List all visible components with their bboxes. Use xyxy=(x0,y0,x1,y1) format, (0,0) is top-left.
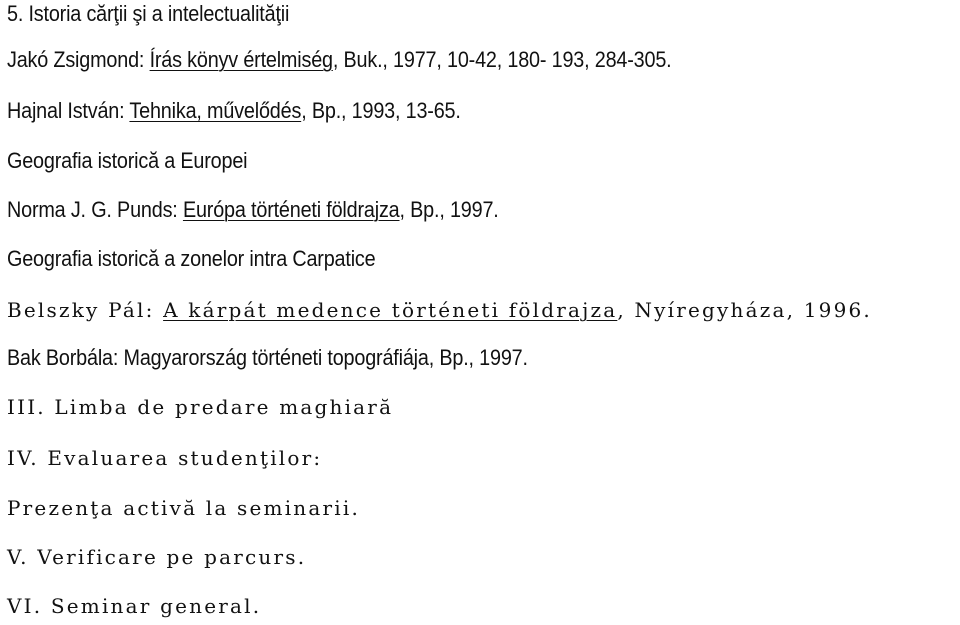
evaluation-item-seminar-presence: Prezenţa activă la seminarii. xyxy=(7,496,361,520)
section-heading-continuous-assessment: V. Verificare pe parcurs. xyxy=(7,545,307,569)
bibliography-entry-punds xyxy=(7,199,499,221)
section-heading-general-seminar: VI. Seminar general. xyxy=(7,594,262,618)
entry-title: Tehnika, művelődés xyxy=(129,98,302,123)
entry-author: Hajnal István: xyxy=(7,98,130,123)
document-page xyxy=(7,0,955,625)
entry-details: , Nyíregyháza, 1996. xyxy=(617,298,872,322)
entry-details: , Buk., 1977, 10-42, 180- 193, 284-305. xyxy=(332,47,672,72)
entry-author: Jakó Zsigmond: xyxy=(7,47,150,72)
bibliography-entry-bak: Bak Borbála: Magyarország történeti topográfiája, Bp., 1997. xyxy=(7,345,528,370)
bibliography-entry-belszky xyxy=(7,300,872,320)
entry-title: A kárpát medence történeti földrajza xyxy=(163,298,618,322)
entry-details: , Bp., 1997. xyxy=(399,197,499,222)
section-heading-intra-carpathian: Geografia istorică a zonelor intra Carpatice xyxy=(7,246,376,271)
entry-author: Belszky Pál: xyxy=(7,298,164,322)
section-heading-history-of-book: 5. Istoria cărţii şi a intelectualităţii xyxy=(7,1,290,26)
bibliography-entry-jako xyxy=(7,49,671,71)
bibliography-entry-hajnal xyxy=(7,100,461,122)
entry-title: Európa történeti földrajza xyxy=(182,197,400,222)
entry-details: , Bp., 1993, 13-65. xyxy=(301,98,461,123)
section-heading-teaching-language: III. Limba de predare maghiară xyxy=(7,395,394,419)
section-heading-student-evaluation: IV. Evaluarea studenţilor: xyxy=(7,446,323,470)
entry-title: Írás könyv értelmiség xyxy=(149,47,333,72)
entry-author: Norma J. G. Punds: xyxy=(7,197,183,222)
section-heading-historical-geography-europe: Geografia istorică a Europei xyxy=(7,148,248,173)
